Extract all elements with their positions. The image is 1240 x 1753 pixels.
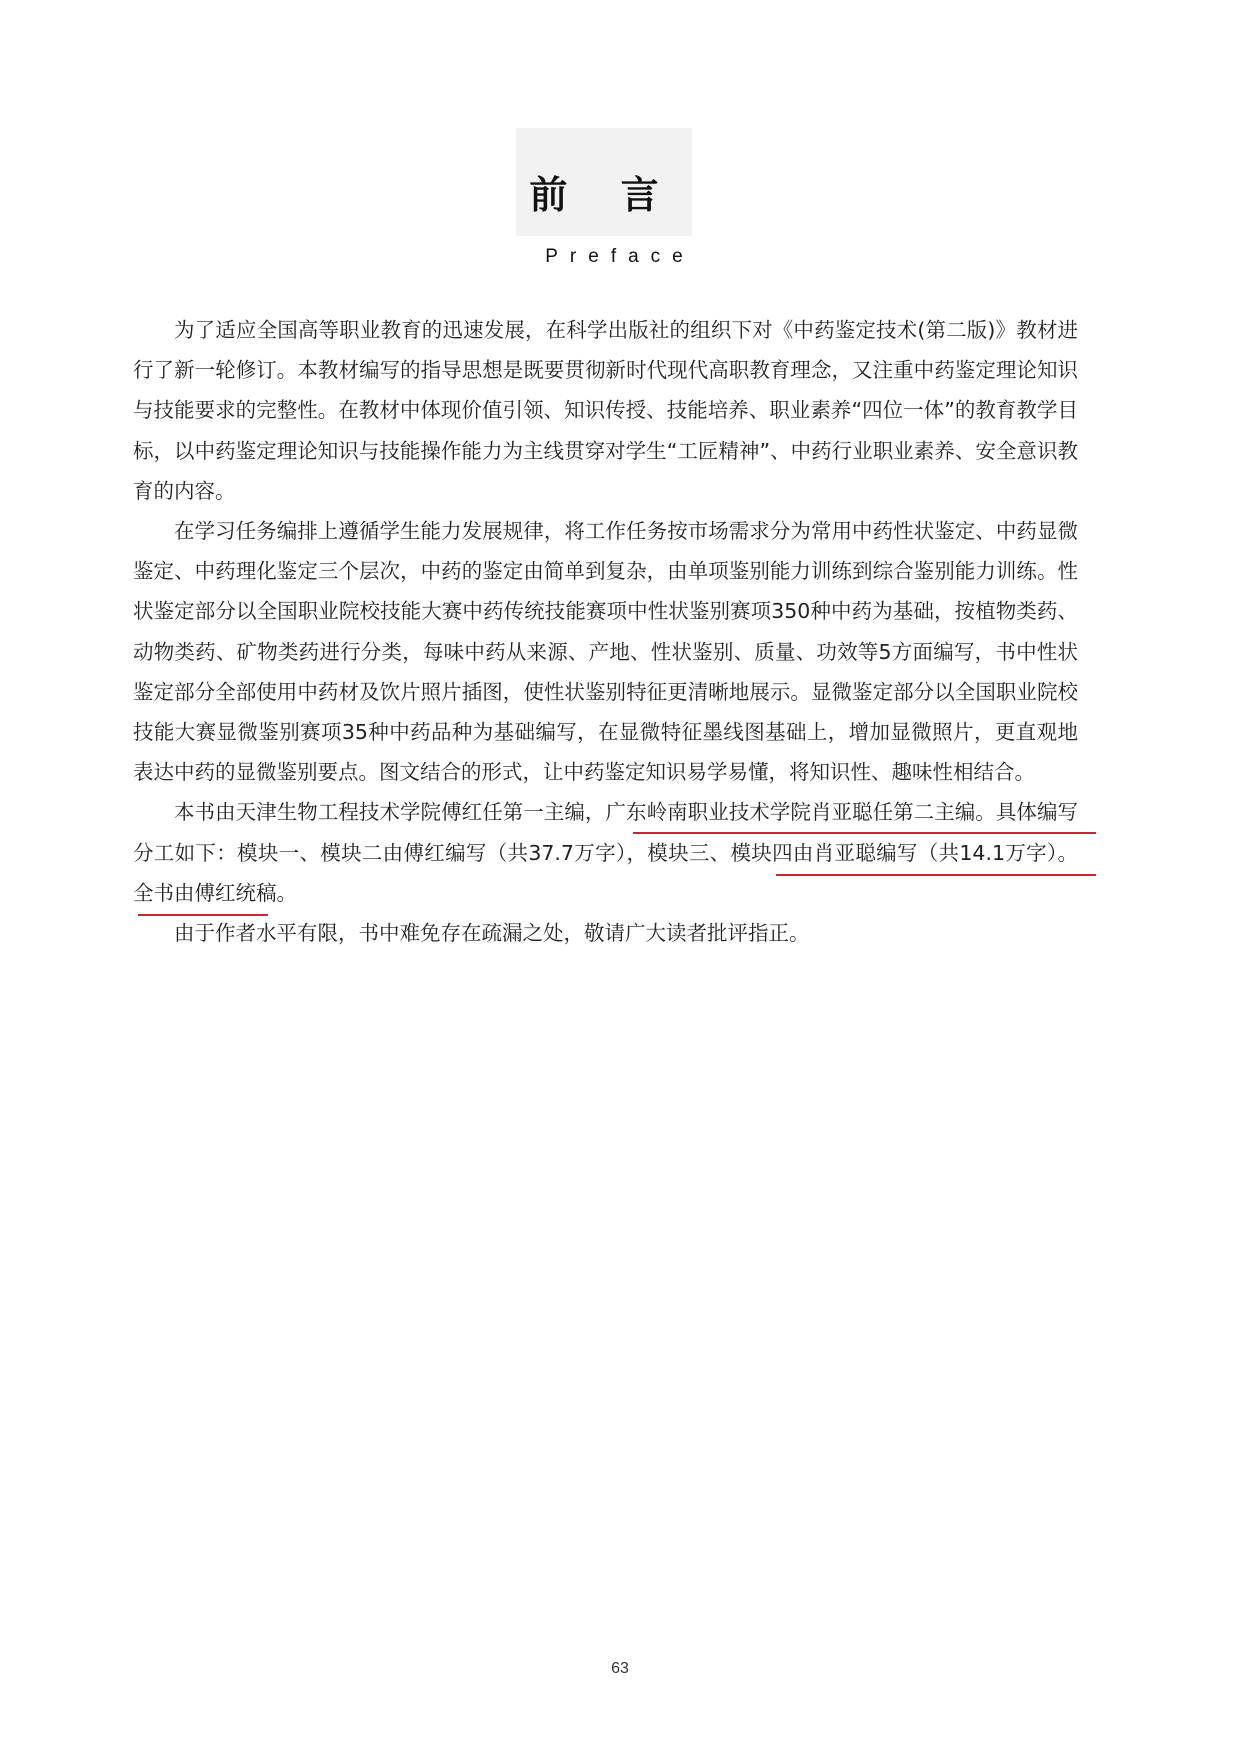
paragraph-2: 在学习任务编排上遵循学生能力发展规律，将工作任务按市场需求分为常用中药性状鉴定、中药显微鉴定、中药理化鉴定三个层次，中药的鉴定由简单到复杂，由单项鉴别能力训练到综合鉴别能力训练。性状鉴定部分以全国职业院校技能大赛中药传统技能赛项中性状鉴别赛项350种中药为基础，按植物类药、动物类药、矿物类药进行分类，每味中药从来源、产地、性状鉴别、质量、功效等5方面编写，书中性状鉴定部分全部使用中药材及饮片照片插图，使性状鉴别特征更清晰地展示。显微鉴定部分以全国职业院校技能大赛显微鉴别赛项35种中药品种为基础编写，在显微特征墨线图基础上，增加显微照片，更直观地表达中药的显微鉴别要点。图文结合的形式，让中药鉴定知识易学易懂，将知识性、趣味性相结合。 <box>133 519 1078 785</box>
paragraph-3: 本书由天津生物工程技术学院傅红任第一主编，广东岭南职业技术学院肖亚聪任第二主编。具体编写分工如下：模块一、模块二由傅红编写（共37.7万字），模块三、模块四由肖亚聪编写（共14.1万字）。全书由傅红统稿。 <box>133 800 1078 905</box>
red-underline-1 <box>633 832 1096 834</box>
page-title: 前 言 <box>529 173 679 217</box>
red-underline-3 <box>138 914 268 916</box>
page-number: 63 <box>611 1660 629 1677</box>
page-subtitle: Preface <box>545 246 695 267</box>
paragraph-1: 为了适应全国高等职业教育的迅速发展，在科学出版社的组织下对《中药鉴定技术(第二版)》教材进行了新一轮修订。本教材编写的指导思想是既要贯彻新时代现代高职教育理念，又注重中药鉴定理论知识与技能要求的完整性。在教材中体现价值引领、知识传授、技能培养、职业素养“四位一体”的教育教学目标，以中药鉴定理论知识与技能操作能力为主线贯穿对学生“工匠精神”、中药行业职业素养、安全意识教育的内容。 <box>133 318 1078 503</box>
preface-body <box>133 310 1078 953</box>
red-underline-2 <box>776 874 1096 876</box>
paragraph-4: 由于作者水平有限，书中难免存在疏漏之处，敬请广大读者批评指正。 <box>174 921 810 946</box>
